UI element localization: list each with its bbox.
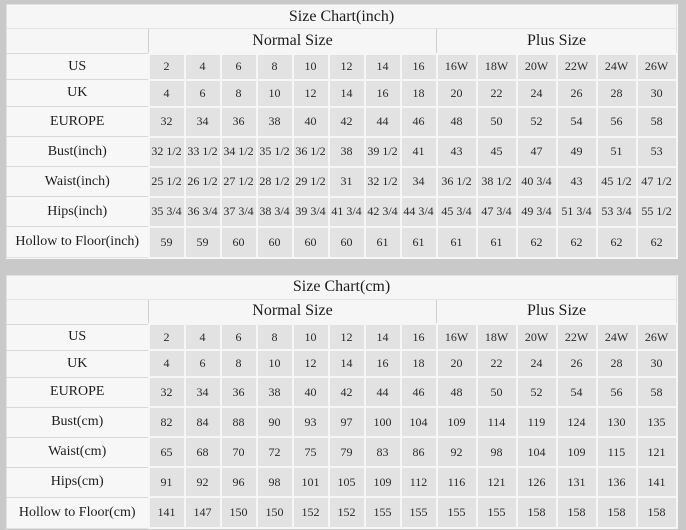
size-value-cell: 2: [149, 324, 185, 350]
size-value-cell: 45 3/4: [437, 197, 477, 227]
size-value-cell: 4: [149, 350, 185, 377]
size-value-cell: 50: [477, 377, 517, 407]
size-value-cell: 115: [597, 437, 637, 467]
size-value-cell: 49: [557, 137, 597, 167]
size-value-cell: 93: [293, 407, 329, 437]
size-value-cell: 36: [221, 107, 257, 137]
size-value-cell: 20: [437, 350, 477, 377]
size-value-cell: 79: [329, 437, 365, 467]
size-value-cell: 86: [401, 437, 437, 467]
size-value-cell: 58: [637, 107, 677, 137]
size-value-cell: 30: [637, 350, 677, 377]
size-value-cell: 27 1/2: [221, 167, 257, 197]
size-value-cell: 39 3/4: [293, 197, 329, 227]
size-value-cell: 91: [149, 467, 185, 497]
size-value-cell: 104: [517, 437, 557, 467]
row-label: Hips(inch): [7, 197, 149, 227]
size-value-cell: 38 1/2: [477, 167, 517, 197]
size-value-cell: 92: [185, 467, 221, 497]
size-value-cell: 62: [637, 227, 677, 258]
size-value-cell: 20W: [517, 324, 557, 350]
size-value-cell: 88: [221, 407, 257, 437]
size-value-cell: 40 3/4: [517, 167, 557, 197]
size-value-cell: 42 3/4: [365, 197, 401, 227]
size-value-cell: 141: [637, 467, 677, 497]
size-value-cell: 22W: [557, 324, 597, 350]
size-value-cell: 6: [185, 80, 221, 107]
size-value-cell: 40: [293, 377, 329, 407]
size-value-cell: 47 1/2: [637, 167, 677, 197]
size-value-cell: 36 3/4: [185, 197, 221, 227]
size-value-cell: 61: [477, 227, 517, 258]
size-value-cell: 18: [401, 350, 437, 377]
size-value-cell: 50: [477, 107, 517, 137]
size-value-cell: 29 1/2: [293, 167, 329, 197]
row-label: Bust(cm): [7, 407, 149, 437]
size-value-cell: 60: [221, 227, 257, 258]
size-value-cell: 155: [437, 497, 477, 528]
size-value-cell: 26W: [637, 324, 677, 350]
column-group-plus: Plus Size: [437, 299, 677, 324]
row-label: Waist(inch): [7, 167, 149, 197]
size-value-cell: 92: [437, 437, 477, 467]
size-value-cell: 72: [257, 437, 293, 467]
size-value-cell: 6: [185, 350, 221, 377]
table-row: [7, 437, 677, 467]
size-value-cell: 34 1/2: [221, 137, 257, 167]
size-value-cell: 22W: [557, 54, 597, 80]
table-row: [7, 137, 677, 167]
size-value-cell: 12: [329, 324, 365, 350]
size-value-cell: 10: [257, 80, 293, 107]
corner-cell: [7, 299, 149, 324]
size-value-cell: 84: [185, 407, 221, 437]
size-value-cell: 4: [185, 324, 221, 350]
size-value-cell: 24W: [597, 324, 637, 350]
size-value-cell: 109: [557, 437, 597, 467]
size-value-cell: 16: [401, 324, 437, 350]
size-value-cell: 155: [401, 497, 437, 528]
size-value-cell: 36 1/2: [293, 137, 329, 167]
size-value-cell: 158: [517, 497, 557, 528]
row-label: EUROPE: [7, 377, 149, 407]
size-value-cell: 4: [149, 80, 185, 107]
size-value-cell: 12: [293, 350, 329, 377]
size-value-cell: 104: [401, 407, 437, 437]
size-value-cell: 141: [149, 497, 185, 528]
size-value-cell: 8: [221, 80, 257, 107]
table-row: [7, 467, 677, 497]
column-group-normal: Normal Size: [149, 299, 437, 324]
size-value-cell: 28 1/2: [257, 167, 293, 197]
size-value-cell: 24: [517, 350, 557, 377]
size-value-cell: 121: [477, 467, 517, 497]
size-value-cell: 38: [257, 377, 293, 407]
size-value-cell: 10: [293, 54, 329, 80]
size-value-cell: 109: [365, 467, 401, 497]
size-value-cell: 39 1/2: [365, 137, 401, 167]
size-value-cell: 12: [329, 54, 365, 80]
size-value-cell: 36 1/2: [437, 167, 477, 197]
size-value-cell: 38: [329, 137, 365, 167]
size-value-cell: 16: [365, 350, 401, 377]
size-value-cell: 34: [185, 107, 221, 137]
size-value-cell: 24W: [597, 54, 637, 80]
size-value-cell: 121: [637, 437, 677, 467]
size-value-cell: 114: [477, 407, 517, 437]
size-value-cell: 68: [185, 437, 221, 467]
table-row: [7, 407, 677, 437]
size-value-cell: 82: [149, 407, 185, 437]
size-value-cell: 90: [257, 407, 293, 437]
size-value-cell: 51: [597, 137, 637, 167]
size-value-cell: 41: [401, 137, 437, 167]
size-value-cell: 43: [557, 167, 597, 197]
size-value-cell: 38: [257, 107, 293, 137]
row-label: Bust(inch): [7, 137, 149, 167]
table-row: [7, 350, 677, 377]
column-group-plus: Plus Size: [437, 29, 677, 54]
size-value-cell: 48: [437, 107, 477, 137]
row-label: Hollow to Floor(cm): [7, 497, 149, 528]
size-value-cell: 38 3/4: [257, 197, 293, 227]
size-value-cell: 32: [149, 107, 185, 137]
size-chart-inch-table: [6, 4, 678, 259]
row-label: US: [7, 54, 149, 80]
row-label: Hollow to Floor(inch): [7, 227, 149, 258]
size-value-cell: 155: [477, 497, 517, 528]
column-group-normal: Normal Size: [149, 29, 437, 54]
table-title: Size Chart(cm): [7, 275, 677, 299]
size-value-cell: 56: [597, 377, 637, 407]
size-value-cell: 16: [365, 80, 401, 107]
size-value-cell: 60: [329, 227, 365, 258]
size-value-cell: 152: [293, 497, 329, 528]
size-value-cell: 26 1/2: [185, 167, 221, 197]
size-value-cell: 4: [185, 54, 221, 80]
size-value-cell: 52: [517, 107, 557, 137]
size-value-cell: 45 1/2: [597, 167, 637, 197]
size-value-cell: 30: [637, 80, 677, 107]
size-value-cell: 131: [557, 467, 597, 497]
size-value-cell: 155: [365, 497, 401, 528]
size-value-cell: 59: [185, 227, 221, 258]
size-value-cell: 62: [597, 227, 637, 258]
size-value-cell: 12: [293, 80, 329, 107]
size-value-cell: 65: [149, 437, 185, 467]
size-value-cell: 60: [257, 227, 293, 258]
size-value-cell: 44: [365, 377, 401, 407]
table-row: [7, 324, 677, 350]
size-value-cell: 8: [257, 324, 293, 350]
size-value-cell: 44 3/4: [401, 197, 437, 227]
row-label: US: [7, 324, 149, 350]
size-value-cell: 40: [293, 107, 329, 137]
size-value-cell: 158: [557, 497, 597, 528]
size-value-cell: 98: [477, 437, 517, 467]
size-value-cell: 61: [365, 227, 401, 258]
size-value-cell: 101: [293, 467, 329, 497]
size-value-cell: 70: [221, 437, 257, 467]
size-value-cell: 47 3/4: [477, 197, 517, 227]
size-value-cell: 20: [437, 80, 477, 107]
size-value-cell: 61: [401, 227, 437, 258]
size-value-cell: 100: [365, 407, 401, 437]
size-value-cell: 20W: [517, 54, 557, 80]
size-value-cell: 8: [221, 350, 257, 377]
size-value-cell: 32 1/2: [149, 137, 185, 167]
size-value-cell: 6: [221, 54, 257, 80]
size-value-cell: 14: [329, 80, 365, 107]
size-value-cell: 62: [517, 227, 557, 258]
size-value-cell: 96: [221, 467, 257, 497]
table-row: [7, 54, 677, 80]
size-value-cell: 158: [597, 497, 637, 528]
size-value-cell: 41 3/4: [329, 197, 365, 227]
size-value-cell: 24: [517, 80, 557, 107]
corner-cell: [7, 29, 149, 54]
size-value-cell: 18W: [477, 54, 517, 80]
size-value-cell: 14: [329, 350, 365, 377]
size-value-cell: 16W: [437, 54, 477, 80]
size-value-cell: 33 1/2: [185, 137, 221, 167]
size-value-cell: 34: [401, 167, 437, 197]
size-value-cell: 35 3/4: [149, 197, 185, 227]
table-row: [7, 107, 677, 137]
size-value-cell: 22: [477, 80, 517, 107]
size-value-cell: 42: [329, 107, 365, 137]
row-label: Waist(cm): [7, 437, 149, 467]
size-value-cell: 53: [637, 137, 677, 167]
size-value-cell: 18: [401, 80, 437, 107]
size-value-cell: 98: [257, 467, 293, 497]
size-value-cell: 47: [517, 137, 557, 167]
table-title: Size Chart(inch): [7, 5, 677, 29]
size-value-cell: 10: [257, 350, 293, 377]
size-value-cell: 28: [597, 350, 637, 377]
size-value-cell: 37 3/4: [221, 197, 257, 227]
size-value-cell: 6: [221, 324, 257, 350]
size-value-cell: 43: [437, 137, 477, 167]
size-value-cell: 18W: [477, 324, 517, 350]
size-value-cell: 136: [597, 467, 637, 497]
size-value-cell: 25 1/2: [149, 167, 185, 197]
size-value-cell: 62: [557, 227, 597, 258]
size-value-cell: 60: [293, 227, 329, 258]
row-label: UK: [7, 80, 149, 107]
table-row: [7, 227, 677, 258]
size-value-cell: 14: [365, 54, 401, 80]
size-value-cell: 26W: [637, 54, 677, 80]
row-label: EUROPE: [7, 107, 149, 137]
size-value-cell: 126: [517, 467, 557, 497]
size-value-cell: 44: [365, 107, 401, 137]
size-value-cell: 26: [557, 80, 597, 107]
size-value-cell: 54: [557, 107, 597, 137]
table-row: [7, 80, 677, 107]
size-value-cell: 14: [365, 324, 401, 350]
size-value-cell: 51 3/4: [557, 197, 597, 227]
size-value-cell: 48: [437, 377, 477, 407]
size-value-cell: 124: [557, 407, 597, 437]
size-value-cell: 26: [557, 350, 597, 377]
size-value-cell: 16W: [437, 324, 477, 350]
size-value-cell: 55 1/2: [637, 197, 677, 227]
size-value-cell: 83: [365, 437, 401, 467]
size-value-cell: 46: [401, 377, 437, 407]
size-value-cell: 105: [329, 467, 365, 497]
row-label: UK: [7, 350, 149, 377]
size-value-cell: 150: [257, 497, 293, 528]
row-label: Hips(cm): [7, 467, 149, 497]
size-value-cell: 45: [477, 137, 517, 167]
size-value-cell: 119: [517, 407, 557, 437]
size-value-cell: 42: [329, 377, 365, 407]
size-value-cell: 112: [401, 467, 437, 497]
size-value-cell: 61: [437, 227, 477, 258]
size-value-cell: 158: [637, 497, 677, 528]
size-value-cell: 52: [517, 377, 557, 407]
size-value-cell: 59: [149, 227, 185, 258]
size-value-cell: 97: [329, 407, 365, 437]
size-value-cell: 32 1/2: [365, 167, 401, 197]
table-row: [7, 377, 677, 407]
size-value-cell: 46: [401, 107, 437, 137]
size-value-cell: 8: [257, 54, 293, 80]
size-value-cell: 109: [437, 407, 477, 437]
table-row: [7, 167, 677, 197]
size-value-cell: 75: [293, 437, 329, 467]
size-value-cell: 34: [185, 377, 221, 407]
size-value-cell: 147: [185, 497, 221, 528]
size-value-cell: 28: [597, 80, 637, 107]
size-value-cell: 116: [437, 467, 477, 497]
size-value-cell: 150: [221, 497, 257, 528]
size-value-cell: 56: [597, 107, 637, 137]
table-row: [7, 497, 677, 528]
size-value-cell: 16: [401, 54, 437, 80]
size-value-cell: 152: [329, 497, 365, 528]
size-value-cell: 10: [293, 324, 329, 350]
size-value-cell: 36: [221, 377, 257, 407]
size-value-cell: 32: [149, 377, 185, 407]
size-value-cell: 31: [329, 167, 365, 197]
size-value-cell: 2: [149, 54, 185, 80]
size-value-cell: 35 1/2: [257, 137, 293, 167]
size-value-cell: 130: [597, 407, 637, 437]
size-value-cell: 58: [637, 377, 677, 407]
size-value-cell: 49 3/4: [517, 197, 557, 227]
size-value-cell: 53 3/4: [597, 197, 637, 227]
table-row: [7, 197, 677, 227]
size-chart-cm-table: [6, 275, 678, 530]
size-value-cell: 54: [557, 377, 597, 407]
size-value-cell: 22: [477, 350, 517, 377]
size-value-cell: 135: [637, 407, 677, 437]
